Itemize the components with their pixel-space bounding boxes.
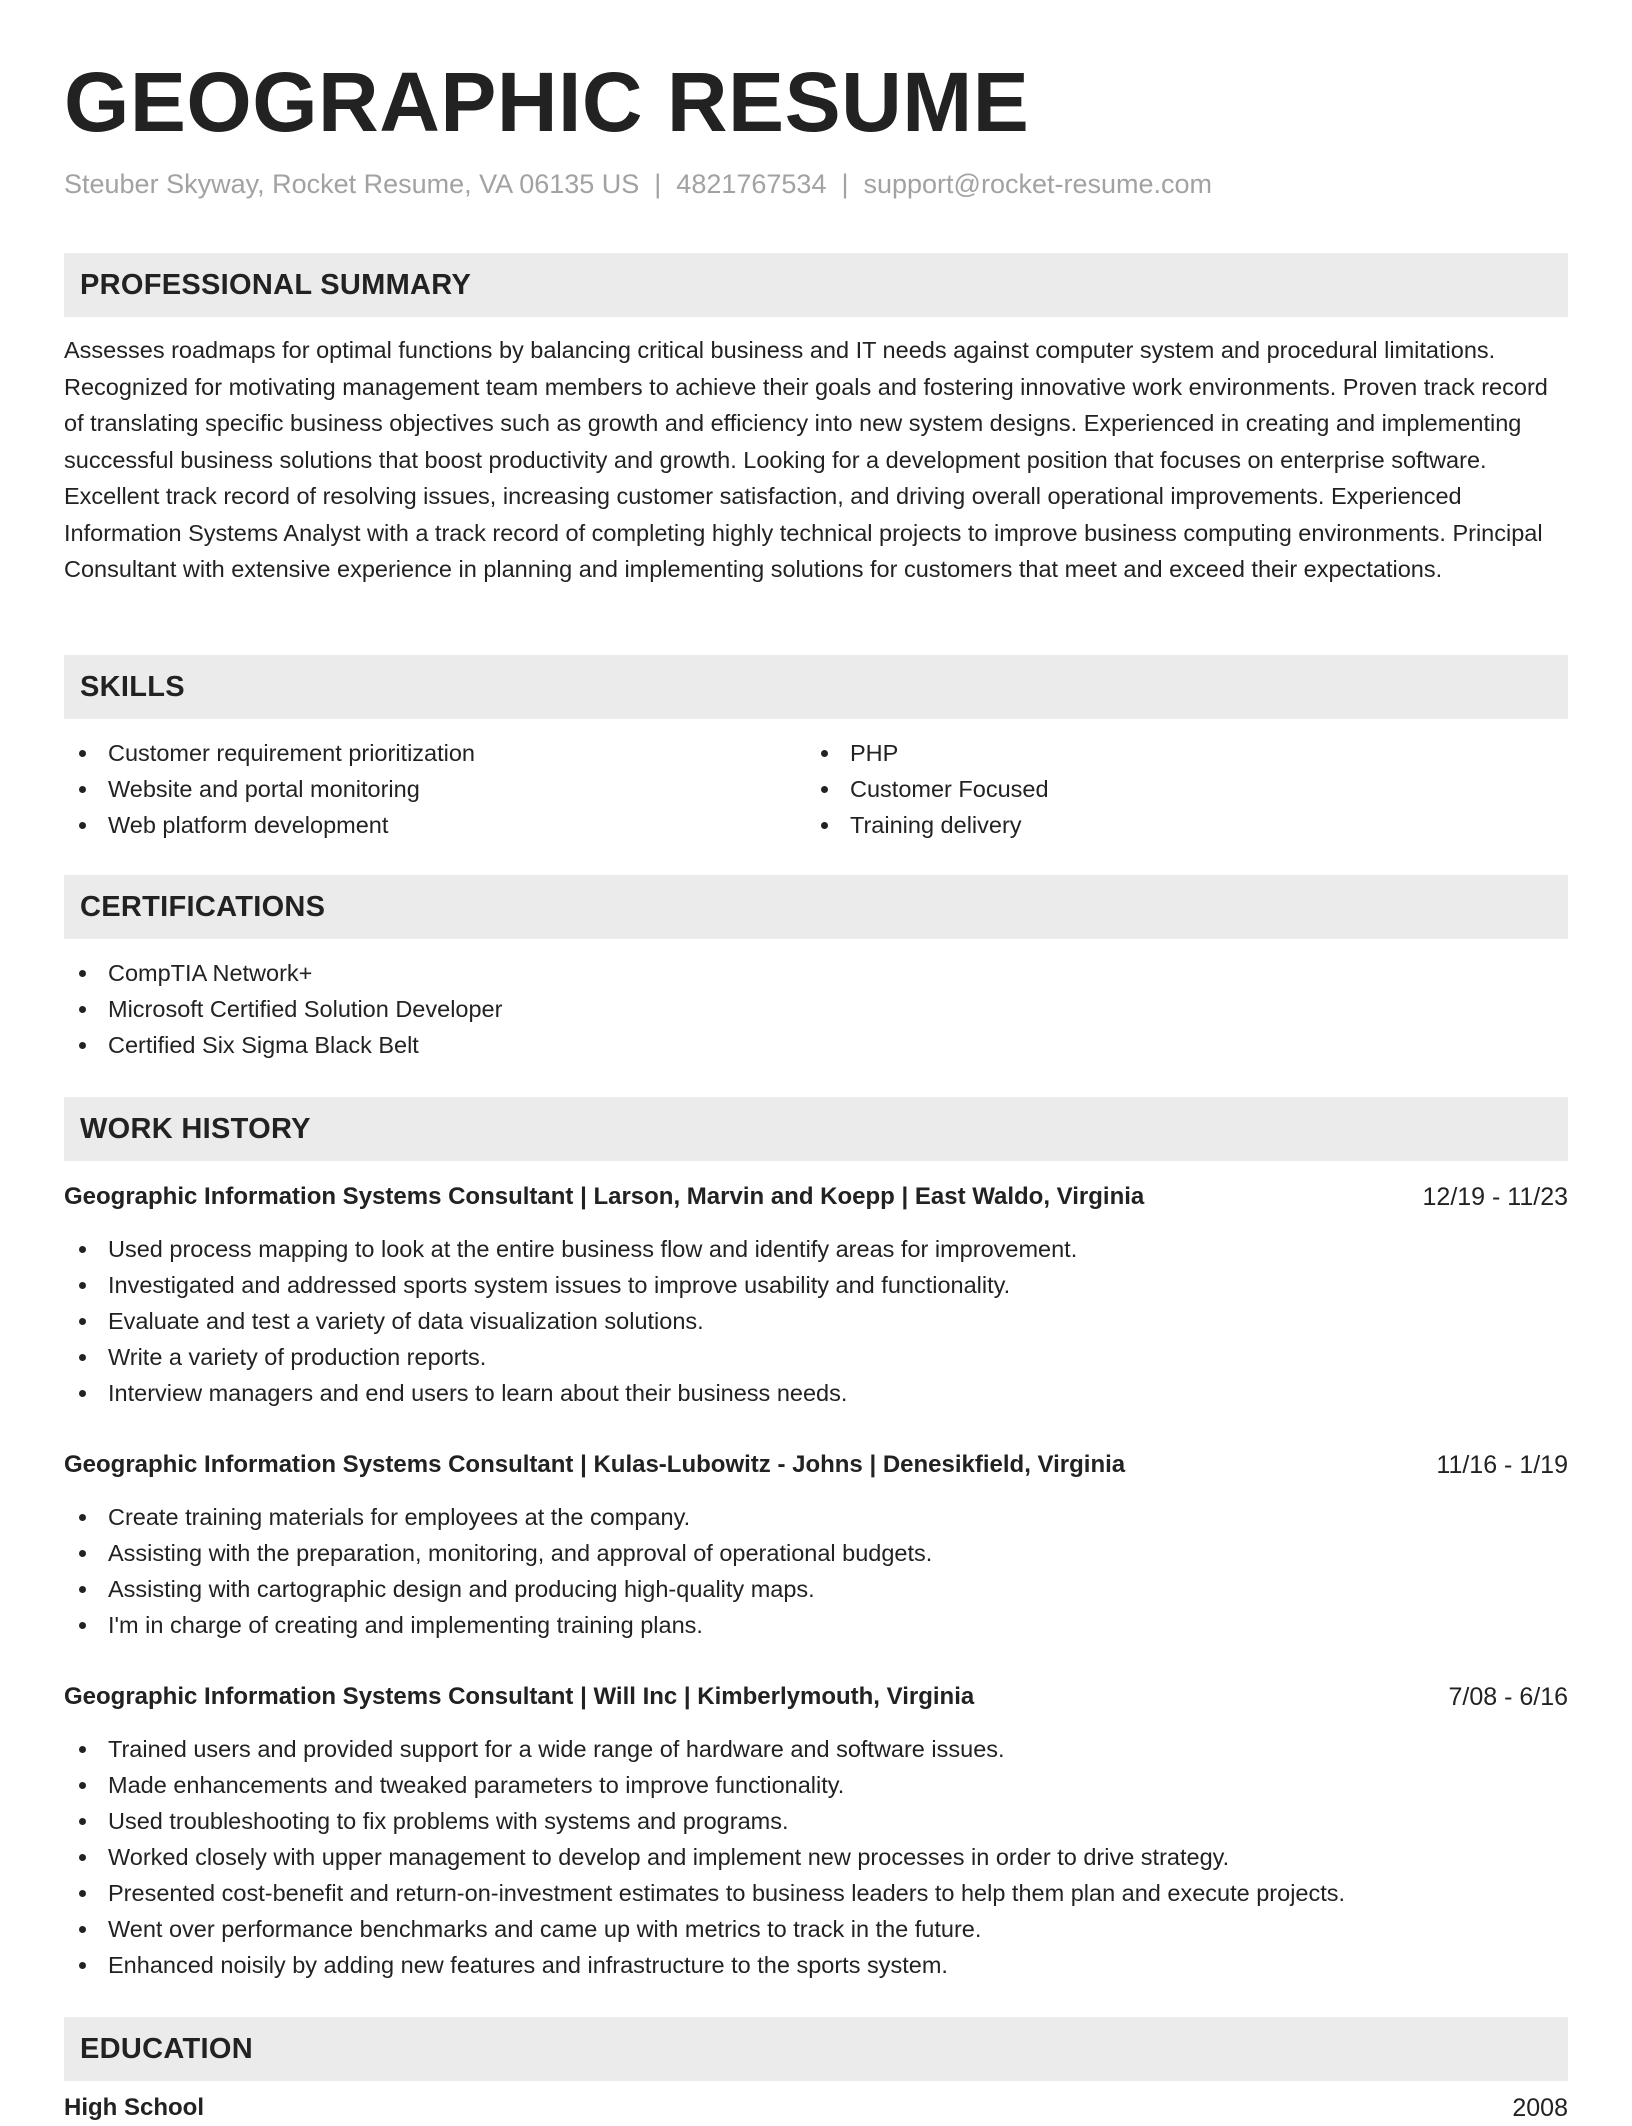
summary-section-header bbox=[64, 253, 1568, 317]
education-entry bbox=[64, 2090, 1568, 2126]
job-dates: 7/08 - 6/16 bbox=[1448, 1683, 1568, 1711]
contact-separator: | bbox=[841, 169, 849, 199]
job-heading bbox=[64, 1679, 1568, 1715]
job-bullets bbox=[64, 1731, 1345, 1983]
job-title: Geographic Information Systems Consultant | Will Inc | Kimberlymouth, Virginia bbox=[64, 1683, 975, 1710]
contact-separator: | bbox=[654, 169, 662, 199]
job-bullet: Enhanced noisily by adding new features and infrastructure to the sports system. bbox=[64, 1947, 1345, 1983]
job-dates: 11/16 - 1/19 bbox=[1436, 1451, 1568, 1479]
skill-item: Web platform development bbox=[64, 807, 475, 843]
education-section-header bbox=[64, 2017, 1568, 2081]
skill-item: Training delivery bbox=[806, 807, 1049, 843]
job-title: Geographic Information Systems Consultant | Kulas-Lubowitz - Johns | Denesikfield, Virginia bbox=[64, 1451, 1126, 1478]
certifications-section-title: CERTIFICATIONS bbox=[80, 891, 326, 923]
job-bullet: Trained users and provided support for a wide range of hardware and software issues. bbox=[64, 1731, 1345, 1767]
job-bullet: Create training materials for employees at the company. bbox=[64, 1499, 932, 1535]
job-bullet: Made enhancements and tweaked parameters to improve functionality. bbox=[64, 1767, 1345, 1803]
certifications-list bbox=[64, 955, 502, 1063]
skills-section-header bbox=[64, 655, 1568, 719]
skills-list-left bbox=[64, 735, 475, 843]
contact-phone: 4821767534 bbox=[676, 169, 827, 199]
skill-item: Customer requirement prioritization bbox=[64, 735, 475, 771]
job-bullet: Write a variety of production reports. bbox=[64, 1339, 1077, 1375]
job-bullet: Went over performance benchmarks and came up with metrics to track in the future. bbox=[64, 1911, 1345, 1947]
education-school: High School bbox=[64, 2094, 204, 2121]
skill-item: Website and portal monitoring bbox=[64, 771, 475, 807]
skills-list-right bbox=[806, 735, 1049, 843]
skill-item: PHP bbox=[806, 735, 1049, 771]
job-bullet: Interview managers and end users to learn about their business needs. bbox=[64, 1375, 1077, 1411]
work-section-header bbox=[64, 1097, 1568, 1161]
certification-item: CompTIA Network+ bbox=[64, 955, 502, 991]
job-bullets bbox=[64, 1499, 932, 1643]
job-bullet: Assisting with cartographic design and producing high-quality maps. bbox=[64, 1571, 932, 1607]
job-bullet: I'm in charge of creating and implementing training plans. bbox=[64, 1607, 932, 1643]
contact-email: support@rocket-resume.com bbox=[863, 169, 1213, 199]
job-title: Geographic Information Systems Consultant | Larson, Marvin and Koepp | East Waldo, Virginia bbox=[64, 1183, 1145, 1210]
job-bullet: Evaluate and test a variety of data visualization solutions. bbox=[64, 1303, 1077, 1339]
education-section-title: EDUCATION bbox=[80, 2033, 253, 2065]
job-dates: 12/19 - 11/23 bbox=[1422, 1183, 1568, 1211]
job-bullet: Used process mapping to look at the entire business flow and identify areas for improvement. bbox=[64, 1231, 1077, 1267]
contact-address: Steuber Skyway, Rocket Resume, VA 06135 US bbox=[64, 169, 640, 199]
job-bullet: Investigated and addressed sports system issues to improve usability and functionality. bbox=[64, 1267, 1077, 1303]
skills-section-title: SKILLS bbox=[80, 671, 185, 703]
resume-name: GEOGRAPHIC RESUME bbox=[64, 55, 1030, 149]
education-year: 2008 bbox=[1512, 2094, 1568, 2122]
job-heading bbox=[64, 1179, 1568, 1215]
certification-item: Certified Six Sigma Black Belt bbox=[64, 1027, 502, 1063]
skill-item: Customer Focused bbox=[806, 771, 1049, 807]
contact-line bbox=[64, 166, 1212, 202]
summary-text: Assesses roadmaps for optimal functions by balancing critical business and IT needs against computer system and procedural limitations. Recognized for motivating management team members to achieve their goals and fostering innovative work environments. Proven track record of translating specific business objectives such as growth and efficiency into new system designs. Experienced in creating and implementing successful business solutions that boost productivity and growth. Looking for a development position that focuses on enterprise software. Excellent track record of resolving issues, increasing customer satisfaction, and driving overall operational improvements. Experienced Information Systems Analyst with a track record of completing highly technical projects to improve business computing environments. Principal Consultant with extensive experience in planning and implementing solutions for customers that meet and exceed their expectations. bbox=[64, 337, 1548, 582]
certification-item: Microsoft Certified Solution Developer bbox=[64, 991, 502, 1027]
job-bullet: Assisting with the preparation, monitoring, and approval of operational budgets. bbox=[64, 1535, 932, 1571]
job-bullet: Presented cost-benefit and return-on-investment estimates to business leaders to help them plan and execute projects. bbox=[64, 1875, 1345, 1911]
job-bullet: Worked closely with upper management to develop and implement new processes in order to drive strategy. bbox=[64, 1839, 1345, 1875]
job-bullets bbox=[64, 1231, 1077, 1411]
work-section-title: WORK HISTORY bbox=[80, 1113, 311, 1145]
certifications-section-header bbox=[64, 875, 1568, 939]
summary-section-title: PROFESSIONAL SUMMARY bbox=[80, 269, 472, 301]
job-bullet: Used troubleshooting to fix problems with systems and programs. bbox=[64, 1803, 1345, 1839]
job-heading bbox=[64, 1447, 1568, 1483]
